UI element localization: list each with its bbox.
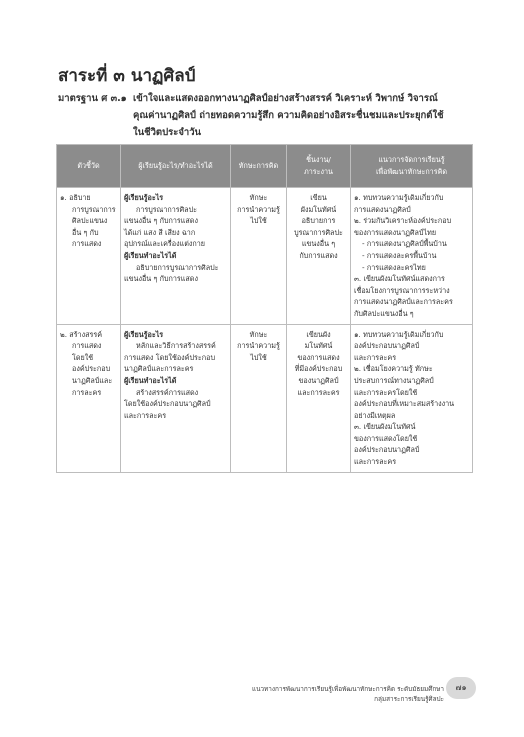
header-line: แนวการจัดการเรียนรู้ xyxy=(378,155,445,165)
cell-line: และการละคร xyxy=(124,410,167,420)
header-indicator: ตัวชี้วัด xyxy=(57,145,121,188)
cell-line: อธิบายการบูรณาการศิลปะ xyxy=(136,262,219,272)
cell-line: กับศิลปะแขนงอื่น ๆ xyxy=(354,308,414,318)
standard-block xyxy=(58,90,478,141)
cell-line: ผู้เรียนรู้อะไร xyxy=(124,193,164,202)
cell-line: องค์ประกอบ xyxy=(72,364,111,374)
cell-line: การแสดง xyxy=(72,239,102,249)
cell-line: อย่างมีเหตุผล xyxy=(354,410,396,420)
header-line: เพื่อพัฒนาทักษะการคิด xyxy=(375,167,448,176)
table-row xyxy=(57,188,473,325)
learn-cell xyxy=(121,324,231,472)
approach-cell xyxy=(351,324,473,472)
approach-cell xyxy=(351,188,473,325)
cell-line: และการละคร xyxy=(297,387,340,397)
cell-line: ของการแสดงนาฏศิลป์ไทย xyxy=(354,227,437,237)
work-cell xyxy=(287,188,351,325)
cell-line: แขนงอื่น ๆ กับการแสดง xyxy=(124,274,198,284)
cell-line: เขียนผัง xyxy=(306,329,331,339)
cell-line: การละคร xyxy=(72,387,102,397)
cell-line: การแสดง โดยใช้องค์ประกอบ xyxy=(124,352,216,362)
learn-cell xyxy=(121,188,231,325)
standard-line: เข้าใจและแสดงออกทางนาฏศิลป์อย่างสร้างสรรค์ วิเคราะห์ วิพากษ์ วิจารณ์ xyxy=(133,93,438,104)
standard-text xyxy=(133,90,478,141)
cell-line: การบูรณาการศิลปะ xyxy=(136,204,198,214)
cell-line: ของการแสดง xyxy=(297,352,340,362)
header-work xyxy=(287,145,351,188)
table-header-row xyxy=(57,145,473,188)
cell-line: ๑. ทบทวนความรู้เดิมเกี่ยวกับ xyxy=(354,329,444,339)
cell-line: ทักษะ xyxy=(249,193,268,202)
cell-line: ผู้เรียนรู้อะไร xyxy=(124,329,164,339)
cell-line: กับการแสดง xyxy=(299,250,338,260)
cell-line: โดยใช้องค์ประกอบนาฏศิลป์ xyxy=(124,399,211,409)
cell-line: การนำความรู้ xyxy=(237,204,280,214)
cell-line: ศิลปะแขนง xyxy=(72,216,108,226)
page-number: ๗๑ xyxy=(446,677,476,699)
cell-line: อื่น ๆ กับ xyxy=(72,227,99,237)
table-row xyxy=(57,324,473,472)
cell-line: แขนงอื่น ๆ กับการแสดง xyxy=(124,216,198,226)
header-line: ชิ้นงาน/ xyxy=(306,155,331,165)
cell-line: เชื่อมโยงการบูรณาการระหว่าง xyxy=(354,285,450,295)
cell-line: ของการแสดงโดยใช้ xyxy=(354,433,418,443)
header-learn: ผู้เรียนรู้อะไร/ทำอะไรได้ xyxy=(121,145,231,188)
cell-line: การแสดงนาฏศิลป์ xyxy=(354,204,411,214)
cell-line: ไปใช้ xyxy=(250,352,267,362)
footer-line: แนวทางการพัฒนาการเรียนรู้เพื่อพัฒนาทักษะการคิด ระดับมัธยมศึกษา xyxy=(251,685,444,693)
indicator-cell xyxy=(57,324,121,472)
indicator-table xyxy=(56,144,473,473)
cell-line: - การแสดงนาฏศิลป์พื้นบ้าน xyxy=(362,239,447,249)
skill-cell xyxy=(231,324,287,472)
cell-line: และการละคร xyxy=(354,457,397,467)
cell-line: ผู้เรียนทำอะไรได้ xyxy=(124,375,177,385)
cell-line: อธิบายการ xyxy=(301,216,336,226)
indicator-cell xyxy=(57,188,121,325)
cell-line: ได้แก่ แสง สี เสียง ฉาก xyxy=(124,227,196,237)
cell-line: ๑. อธิบาย xyxy=(60,193,91,202)
cell-line: ประสบการณ์ทางนาฏศิลป์ xyxy=(354,375,434,385)
standard-line: ในชีวิตประจำวัน xyxy=(133,127,202,138)
cell-line: หลักและวิธีการสร้างสรรค์ xyxy=(136,341,216,351)
cell-line: - การแสดงละครไทย xyxy=(362,262,426,272)
standard-line: คุณค่านาฏศิลป์ ถ่ายทอดความรู้สึก ความคิดอย่างอิสระชื่นชมและประยุกต์ใช้ xyxy=(133,110,444,121)
cell-line: มโนทัศน์ xyxy=(304,341,333,351)
cell-line: ผังมโนทัศน์ xyxy=(300,204,337,214)
cell-line: ผู้เรียนทำอะไรได้ xyxy=(124,250,177,260)
footer xyxy=(212,684,444,704)
cell-line: แขนงอื่น ๆ xyxy=(301,239,336,249)
cell-line: ๒. ร่วมกันวิเคราะห์องค์ประกอบ xyxy=(354,216,452,226)
header-approach xyxy=(351,145,473,188)
cell-line: การแสดงนาฏศิลป์และการละคร xyxy=(354,297,453,307)
cell-line: องค์ประกอบที่เหมาะสมสร้างงาน xyxy=(354,399,455,409)
work-cell xyxy=(287,324,351,472)
cell-line: ไปใช้ xyxy=(250,216,267,226)
cell-line: ๒. สร้างสรรค์ xyxy=(60,329,103,339)
cell-line: และการละครโดยใช้ xyxy=(354,387,418,397)
cell-line: เขียน xyxy=(310,193,327,202)
cell-line: โดยใช้ xyxy=(72,352,94,362)
standard-label: มาตรฐาน ศ ๓.๑ xyxy=(58,93,127,104)
cell-line: ๒. เชื่อมโยงความรู้ ทักษะ xyxy=(354,364,433,374)
cell-line: ของนาฏศิลป์ xyxy=(298,375,339,385)
cell-line: องค์ประกอบนาฏศิลป์ xyxy=(354,445,420,455)
cell-line: - การแสดงละครพื้นบ้าน xyxy=(362,250,437,260)
cell-line: องค์ประกอบนาฏศิลป์ xyxy=(354,341,420,351)
header-skill: ทักษะการคิด xyxy=(231,145,287,188)
cell-line: ๓. เขียนผังมโนทัศน์ xyxy=(354,422,416,432)
cell-line: การแสดง xyxy=(72,341,102,351)
cell-line: ที่มีองค์ประกอบ xyxy=(294,364,343,374)
header-line: ภาระงาน xyxy=(304,167,333,176)
cell-line: ๓. เขียนผังมโนทัศน์แสดงการ xyxy=(354,274,445,284)
page-title: สาระที่ ๓ นาฏศิลป์ xyxy=(58,66,196,86)
cell-line: บูรณาการศิลปะ xyxy=(294,227,343,237)
cell-line: และการละคร xyxy=(354,352,397,362)
footer-line: กลุ่มสาระการเรียนรู้ศิลปะ xyxy=(374,695,444,703)
cell-line: การนำความรู้ xyxy=(237,341,280,351)
cell-line: การบูรณาการ xyxy=(72,204,116,214)
cell-line: สร้างสรรค์การแสดง xyxy=(136,387,199,397)
cell-line: ๑. ทบทวนความรู้เดิมเกี่ยวกับ xyxy=(354,193,444,202)
cell-line: นาฏศิลป์และการละคร xyxy=(124,364,194,374)
cell-line: นาฏศิลป์และ xyxy=(72,375,113,385)
cell-line: ทักษะ xyxy=(249,329,268,339)
skill-cell xyxy=(231,188,287,325)
cell-line: อุปกรณ์และเครื่องแต่งกาย xyxy=(124,239,206,249)
